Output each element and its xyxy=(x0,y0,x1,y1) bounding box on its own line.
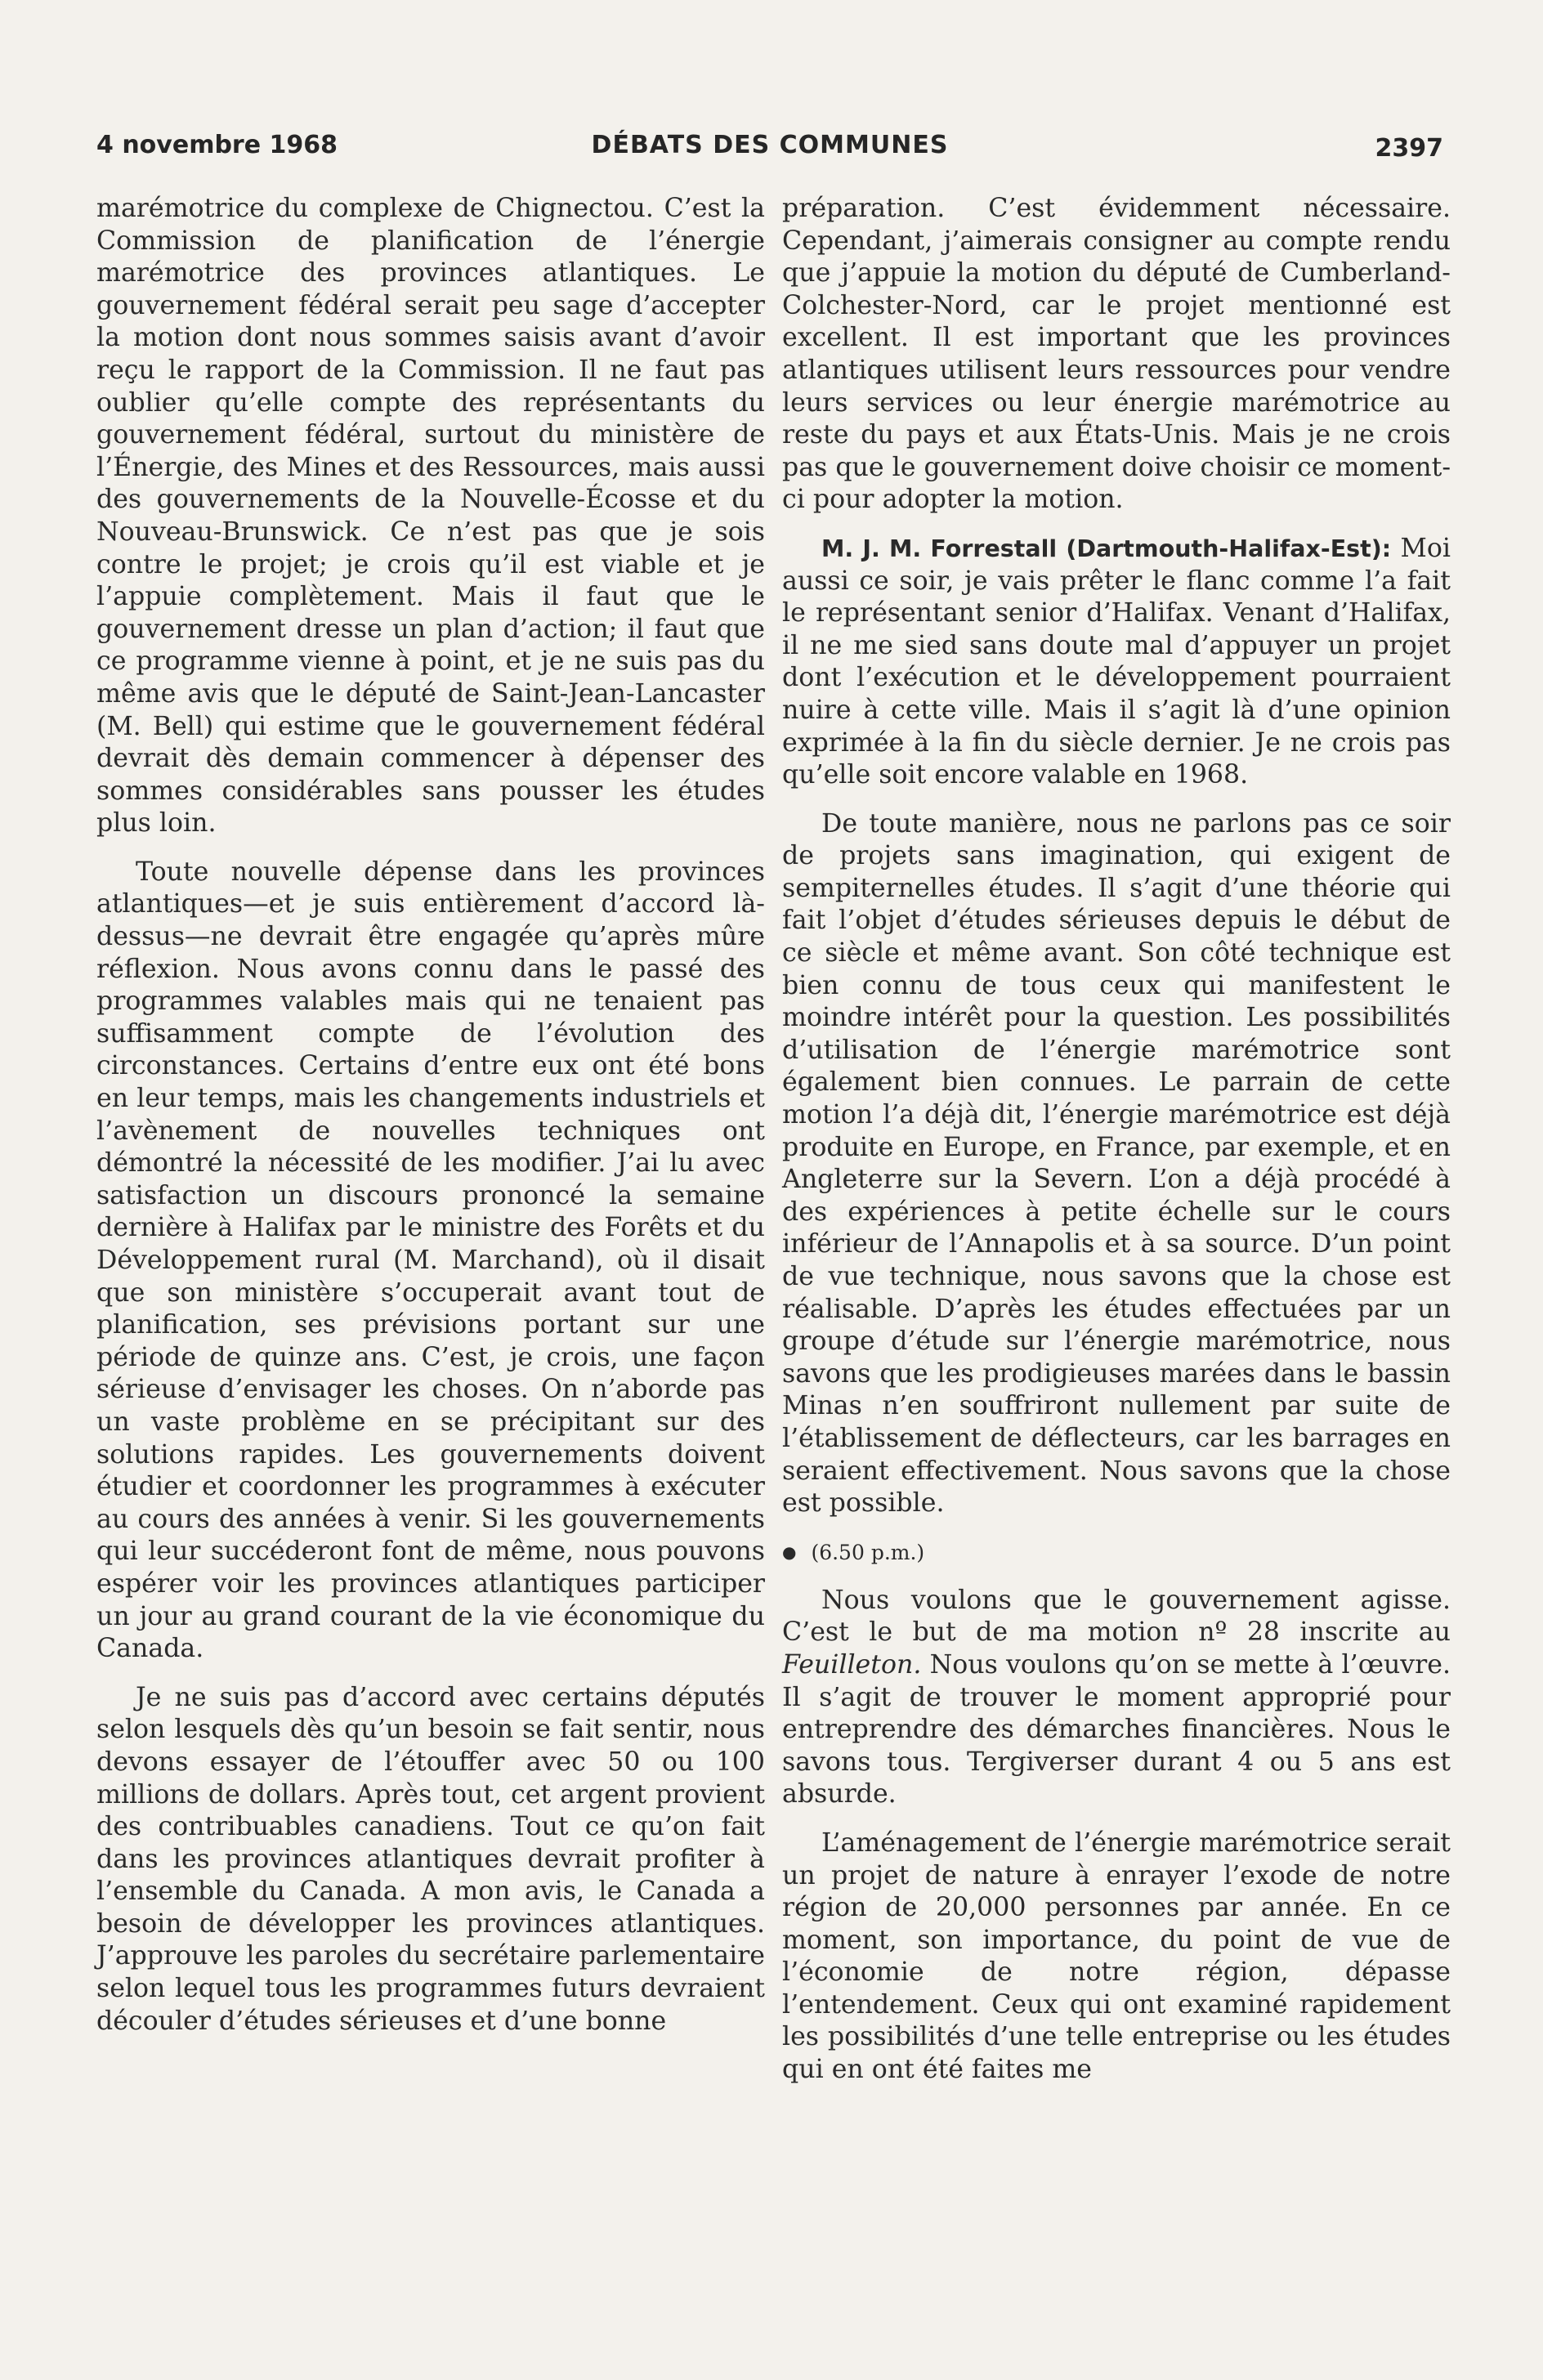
page-header xyxy=(96,131,1443,172)
right-column xyxy=(782,193,1451,2351)
left-paragraph-3: Je ne suis pas d’accord avec certains députés selon lesquels dès qu’un besoin se fait sentir, nous devons essayer de l’étouffer avec 50 ou 100 millions de dollars. Après tout, cet argent provient des contribuables canadiens. Tout ce qu’on fait dans les provinces atlantiques devrait profiter à l’ensemble du Canada. A mon avis, le Canada a besoin de développer les provinces atlantiques. J’approuve les paroles du secrétaire parlementaire selon lequel tous les programmes futurs devraient découler d’études sérieuses et d’une bonne xyxy=(96,1682,765,2036)
header-title: DÉBATS DES COMMUNES xyxy=(591,131,949,159)
time-marker xyxy=(782,1538,1451,1567)
time-marker-text: (6.50 p.m.) xyxy=(811,1540,925,1564)
left-column xyxy=(96,193,765,2351)
right-paragraph-1: préparation. C’est évidemment nécessaire. Cependant, j’aimerais consigner au compte rendu que j’appuie la motion du député de Cumberland-Colchester-Nord, car le projet mentionné est excellent. Il est important que les provinces atlantiques utilisent leurs ressources pour vendre leurs services ou leur énergie marémotrice au reste du pays et aux États-Unis. Mais je ne crois pas que le gouvernement doive choisir ce moment-ci pour adopter la motion. xyxy=(782,194,1451,515)
right-paragraph-3: De toute manière, nous ne parlons pas ce soir de projets sans imagination, qui exigent de sempiternelles études. Il s’agit d’une théorie qui fait l’objet d’études sérieuses depuis le début de ce siècle et même avant. Son côté technique est bien connu de tous ceux qui manifestent le moindre intérêt pour la question. Les possibilités d’utilisation de l’énergie marémotrice sont également bien connues. Le parrain de cette motion l’a déjà dit, l’énergie marémotrice est déjà produite en Europe, en France, par exemple, et en Angleterre sur la Severn. L’on a déjà procédé à des expériences à petite échelle sur le cours inférieur de l’Annapolis et à sa source. D’un point de vue technique, nous savons que la chose est réalisable. D’après les études effectuées par un groupe d’étude sur l’énergie marémotrice, nous savons que les prodigieuses marées dans le bassin Minas n’en souffriront nullement par suite de l’établissement de déflecteurs, car les barrages en seraient effectivement. Nous savons que la chose est possible. xyxy=(782,808,1451,1519)
paragraph-4-text-a: Nous voulons que le gouvernement agisse. C’est le but de ma motion nº 28 inscrite au xyxy=(782,1585,1451,1648)
feuilleton-emphasis: Feuilleton. xyxy=(782,1649,922,1680)
right-paragraph-5: L’aménagement de l’énergie marémotrice serait un projet de nature à enrayer l’exode de notre région de 20,000 personnes par année. En ce moment, son importance, du point de vue de l’économie de notre région, dépasse l’entendement. Ceux qui ont examiné rapidement les possibilités d’une telle entreprise ou les études qui en ont été faites me xyxy=(782,1828,1451,2085)
speaker-name: M. J. M. Forrestall (Dartmouth-Halifax-Est): xyxy=(821,535,1392,562)
bullet-icon: ● xyxy=(782,1541,797,1562)
left-paragraph-1: marémotrice du complexe de Chignectou. C’est la Commission de planification de l’énergie marémotrice des provinces atlantiques. Le gouvernement fédéral serait peu sage d’accepter la motion dont nous sommes saisis avant d’avoir reçu le rapport de la Commission. Il ne faut pas oublier qu’elle compte des représentants du gouvernement fédéral, surtout du ministère de l’Énergie, des Mines et des Ressources, mais aussi des gouvernements de la Nouvelle-Écosse et du Nouveau-Brunswick. Ce n’est pas que je sois contre le projet; je crois qu’il est viable et je l’appuie complètement. Mais il faut que le gouvernement dresse un plan d’action; il faut que ce programme vienne à point, et je ne suis pas du même avis que le député de Saint-Jean-Lancaster (M. Bell) qui estime que le gouvernement fédéral devrait dès demain commencer à dépenser des sommes considérables sans pousser les études plus loin. xyxy=(96,194,765,839)
speaker-paragraph xyxy=(782,533,1451,792)
speaker-speech: Moi aussi ce soir, je vais prêter le flanc comme l’a fait le représentant senior d’Halifax. Venant d’Halifax, il ne me sied sans doute mal d’appuyer un projet dont l’exécution et le développement pourraient nuire à cette ville. Mais il s’agit là d’une opinion exprimée à la fin du siècle dernier. Je ne crois pas qu’elle soit encore valable en 1968. xyxy=(782,533,1451,790)
right-paragraph-4 xyxy=(782,1585,1451,1811)
header-date: 4 novembre 1968 xyxy=(96,131,338,159)
left-paragraph-2: Toute nouvelle dépense dans les provinces atlantiques—et je suis entièrement d’accord là-dessus—ne devrait être engagée qu’après mûre réflexion. Nous avons connu dans le passé des programmes valables mais qui ne tenaient pas suffisamment compte de l’évolution des circonstances. Certains d’entre eux ont été bons en leur temps, mais les changements industriels et l’avènement de nouvelles techniques ont démontré la nécessité de les modifier. J’ai lu avec satisfaction un discours prononcé la semaine dernière à Halifax par le ministre des Forêts et du Développement rural (M. Marchand), où il disait que son ministère s’occuperait avant tout de planification, ses prévisions portant sur une période de quinze ans. C’est, je crois, une façon sérieuse d’envisager les choses. On n’aborde pas un vaste problème en se précipitant sur des solutions rapides. Les gouvernements doivent étudier et coordonner les programmes à exécuter au cours des années à venir. Si les gouvernements qui leur succéderont font de même, nous pouvons espérer voir les provinces atlantiques participer un jour au grand courant de la vie économique du Canada. xyxy=(96,857,765,1664)
paragraph-4-text-b: Nous voulons qu’on se mette à l’œuvre. Il s’agit de trouver le moment approprié pour entreprendre des démarches financières. Nous le savons tous. Tergiverser durant 4 ou 5 ans est absurde. xyxy=(782,1649,1451,1810)
page-number: 2397 xyxy=(1375,134,1443,163)
